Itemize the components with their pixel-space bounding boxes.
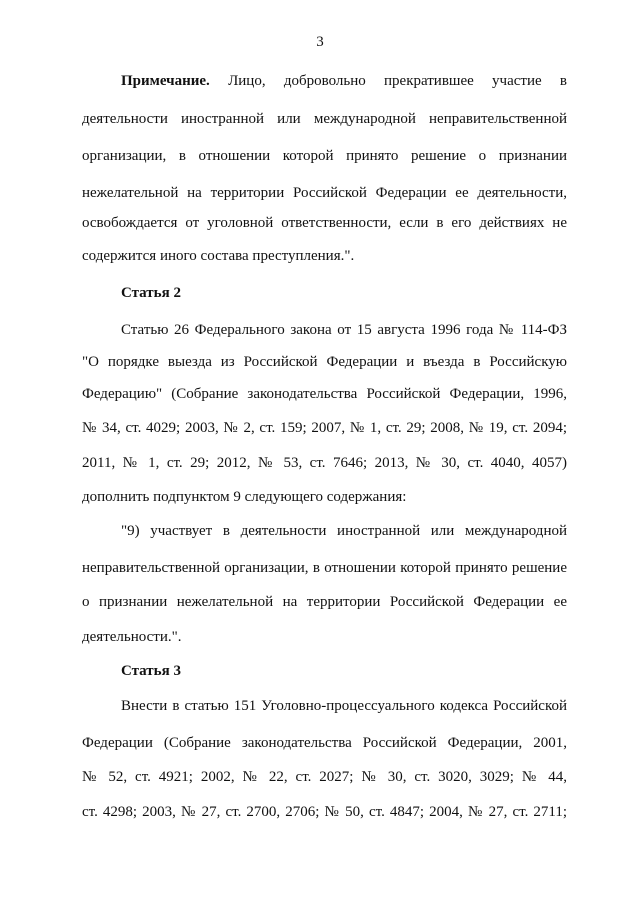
article-heading: Статья 2 <box>121 285 181 301</box>
text-line: № 34, ст. 4029; 2003, № 2, ст. 159; 2007, № 1, ст. 29; 2008, № 19, ст. 2094; <box>82 420 567 436</box>
text-line: ст. 4298; 2003, № 27, ст. 2700, 2706; № 50, ст. 4847; 2004, № 27, ст. 2711; <box>82 804 567 820</box>
article-heading: Статья 3 <box>121 663 181 679</box>
text-line: содержится иного состава преступления.". <box>82 248 355 264</box>
text-line: "О порядке выезда из Российской Федерации и въезда в Российскую <box>82 354 567 370</box>
text-line: о признании нежелательной на территории Российской Федерации ее <box>82 594 567 610</box>
text-line: дополнить подпунктом 9 следующего содержания: <box>82 489 407 505</box>
text-line: Федерацию" (Собрание законодательства Российской Федерации, 1996, <box>82 386 567 402</box>
text-line: освобождается от уголовной ответственности, если в его действиях не <box>82 215 567 231</box>
text-line: нежелательной на территории Российской Федерации ее деятельности, <box>82 185 567 201</box>
text-line: Внести в статью 151 Уголовно-процессуального кодекса Российской <box>121 698 567 714</box>
text-line: "9) участвует в деятельности иностранной или международной <box>121 523 567 539</box>
text-line: деятельности иностранной или международной неправительственной <box>82 111 567 127</box>
text-line: неправительственной организации, в отношении которой принято решение <box>82 560 567 576</box>
text-line: организации, в отношении которой принято решение о признании <box>82 148 567 164</box>
text-line: № 52, ст. 4921; 2002, № 22, ст. 2027; № 30, ст. 3020, 3029; № 44, <box>82 769 567 785</box>
text-line: 2011, № 1, ст. 29; 2012, № 53, ст. 7646; 2013, № 30, ст. 4040, 4057) <box>82 455 567 471</box>
text-line: Статью 26 Федерального закона от 15 августа 1996 года № 114-ФЗ <box>121 322 567 338</box>
page-number: 3 <box>316 34 324 50</box>
text-line: Федерации (Собрание законодательства Российской Федерации, 2001, <box>82 735 567 751</box>
note-label: Примечание. <box>121 73 210 89</box>
text-line: Примечание. Лицо, добровольно прекратившее участие в <box>121 73 568 89</box>
text-line: деятельности.". <box>82 629 182 645</box>
